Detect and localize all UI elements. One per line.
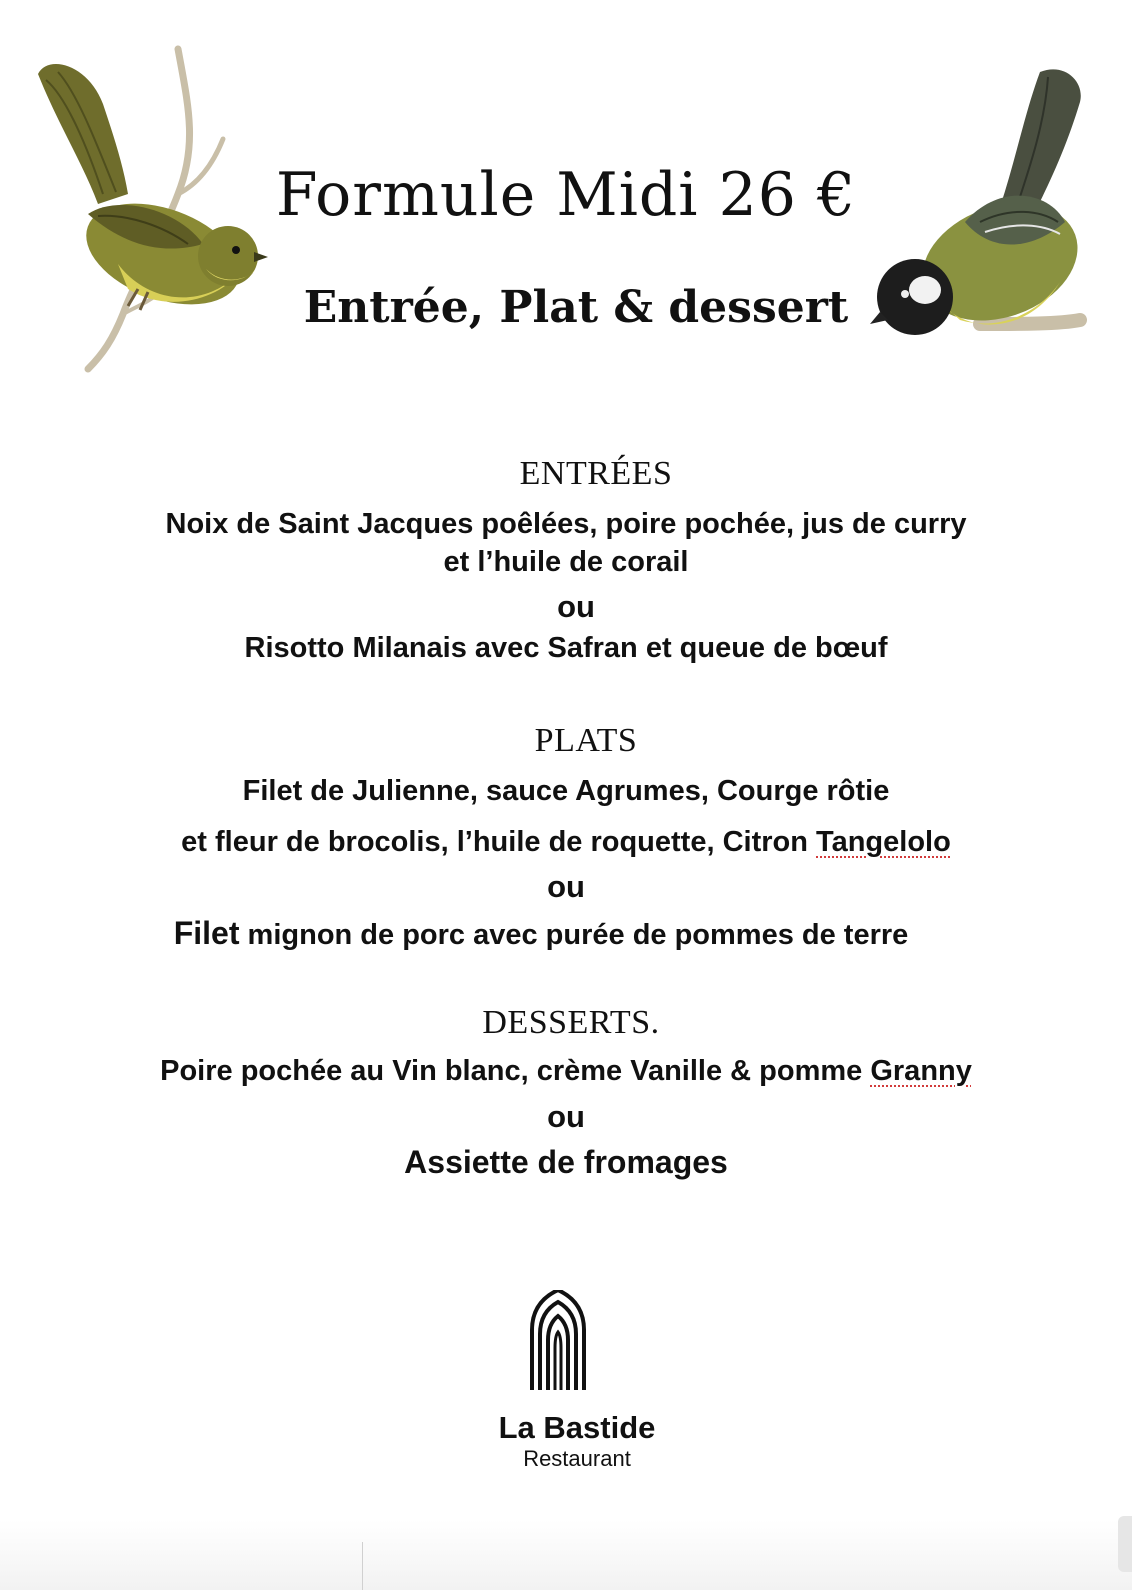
entree-or: ou — [557, 589, 595, 624]
entree-option-1-line-1: Noix de Saint Jacques poêlées, poire pochée, jus de curry — [165, 508, 967, 540]
brand-subtitle: Restaurant — [523, 1446, 631, 1471]
plat-option-2-first-word: Filet — [173, 915, 240, 951]
plat-or: ou — [547, 869, 585, 904]
dessert-option-1-text: Poire pochée au Vin blanc, crème Vanille & pomme — [160, 1055, 871, 1087]
dessert-or: ou — [547, 1099, 585, 1134]
dessert-option-2: Assiette de fromages — [404, 1144, 728, 1180]
side-scroll-handle[interactable] — [1118, 1516, 1132, 1572]
page-footer-strip — [0, 1520, 1132, 1590]
page-title: Formule Midi 26 € — [275, 160, 857, 230]
plats-heading: PLATS — [534, 722, 638, 759]
plat-option-2-rest: mignon de porc avec purée de pommes de terre — [239, 919, 909, 951]
entrees-heading: ENTRÉES — [519, 455, 673, 492]
page-subtitle: Entrée, Plat & dessert — [303, 282, 849, 333]
spellcheck-flagged-word[interactable]: Granny — [870, 1055, 972, 1087]
brand-name: La Bastide — [498, 1410, 656, 1445]
desserts-heading: DESSERTS. — [482, 1004, 660, 1041]
footer-divider — [362, 1542, 363, 1590]
spellcheck-flagged-word[interactable]: Tangelolo — [816, 826, 951, 858]
gothic-arch-logo-icon — [530, 1290, 586, 1390]
plat-option-2 — [0, 915, 1132, 952]
plat-option-1-line-2-text: et fleur de brocolis, l’huile de roquette, Citron — [181, 826, 817, 858]
plat-option-1-line-2 — [0, 826, 1132, 859]
dessert-option-1 — [0, 1055, 1132, 1088]
entree-option-1-line-2: et l’huile de corail — [443, 546, 689, 578]
plat-option-1-line-1: Filet de Julienne, sauce Agrumes, Courge rôtie — [242, 775, 890, 807]
entree-option-2: Risotto Milanais avec Safran et queue de bœuf — [244, 632, 888, 664]
